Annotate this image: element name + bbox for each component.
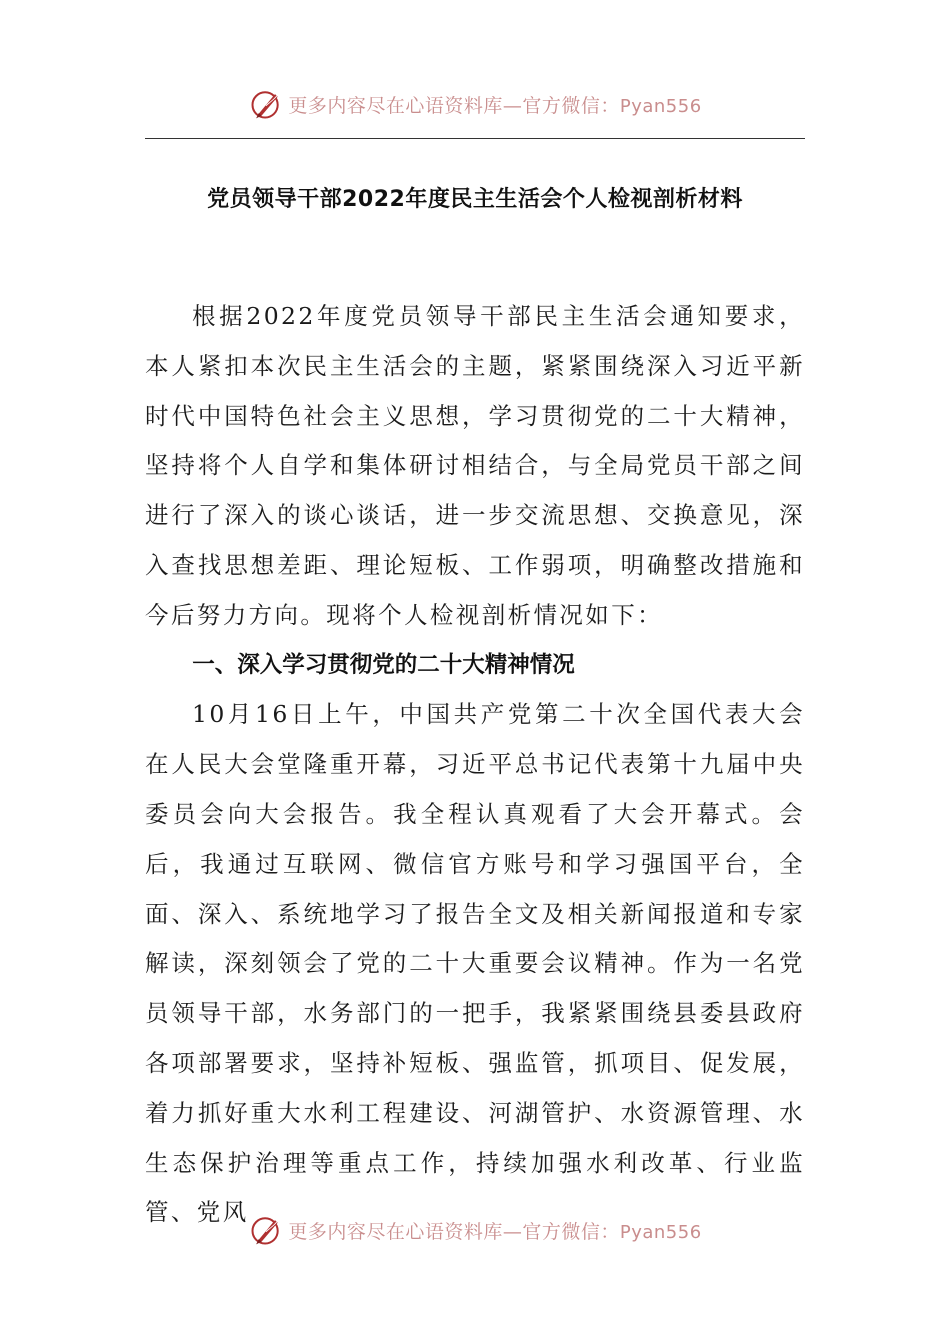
- footer-watermark: [0, 1210, 950, 1250]
- quill-pen-logo-icon: [248, 1212, 284, 1248]
- document-title: 党员领导干部2022年度民主生活会个人检视剖析材料: [207, 187, 743, 212]
- header-divider: [145, 138, 805, 139]
- quill-pen-logo-icon: [248, 86, 284, 122]
- section-heading-1: 一、深入学习贯彻党的二十大精神情况: [192, 651, 575, 678]
- intro-paragraph: 根据2022年度党员领导干部民主生活会通知要求，本人紧扣本次民主生活会的主题，紧紧围绕深入习近平新时代中国特色社会主义思想，学习贯彻党的二十大精神，坚持将个人自学和集体研讨相结合，与全局党员干部之间进行了深入的谈心谈话，进一步交流思想、交换意见，深入查找思想差距、理论短板、工作弱项，明确整改措施和今后努力方向。现将个人检视剖析情况如下：: [145, 302, 805, 629]
- section-1-paragraph: 10月16日上午，中国共产党第二十次全国代表大会在人民大会堂隆重开幕，习近平总书记代表第十九届中央委员会向大会报告。我全程认真观看了大会开幕式。会后，我通过互联网、微信官方账号和学习强国平台，全面、深入、系统地学习了报告全文及相关新闻报道和专家解读，深刻领会了党的二十大重要会议精神。作为一名党员领导干部，水务部门的一把手，我紧紧围绕县委县政府各项部署要求，坚持补短板、强监管，抓项目、促发展，着力抓好重大水利工程建设、河湖管护、水资源管理、水生态保护治理等重点工作，持续加强水利改革、行业监管、党风: [145, 700, 805, 1227]
- header-watermark: [0, 84, 950, 124]
- document-body: [145, 292, 805, 1238]
- wechat-id: Pyan556: [619, 95, 702, 117]
- watermark-text: 更多内容尽在心语资料库—官方微信：Pyan556: [288, 1220, 702, 1243]
- wechat-id: Pyan556: [619, 1221, 702, 1243]
- watermark-text: 更多内容尽在心语资料库—官方微信：Pyan556: [288, 94, 702, 117]
